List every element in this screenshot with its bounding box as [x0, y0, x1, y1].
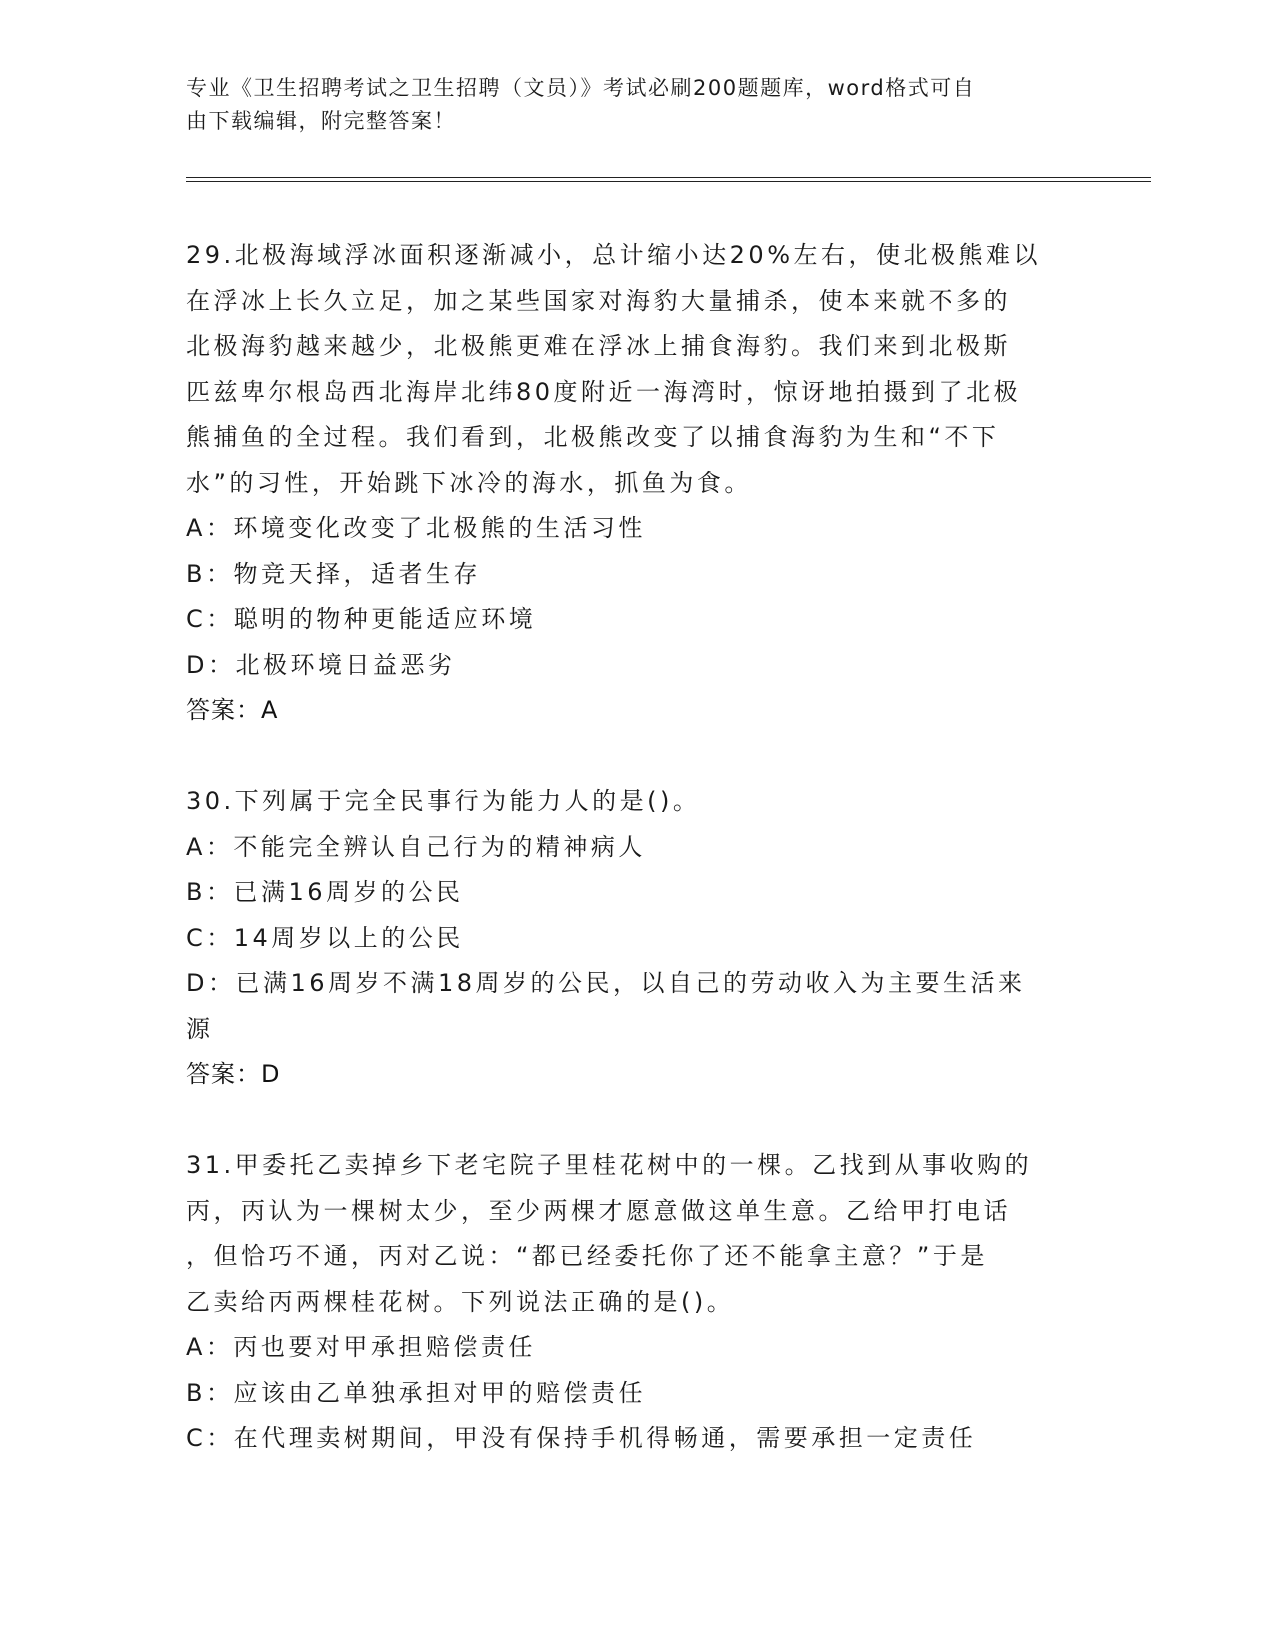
question-stem-line: ，但恰巧不通，丙对乙说：“都已经委托你了还不能拿主意？”于是 [186, 1242, 988, 1270]
question-stem-line: 丙，丙认为一棵树太少，至少两棵才愿意做这单生意。乙给甲打电话 [186, 1196, 1011, 1225]
answer-label: 答案：D [186, 1060, 281, 1088]
question-stem-line: 30.下列属于完全民事行为能力人的是()。 [186, 787, 701, 815]
header-divider-top [186, 177, 1151, 178]
question-stem-line: 水”的习性，开始跳下冰冷的海水，抓鱼为食。 [186, 468, 752, 497]
option-b: B：物竞天择，适者生存 [186, 559, 481, 588]
question-stem-line: 北极海豹越来越少，北极熊更难在浮冰上捕食海豹。我们来到北极斯 [186, 332, 1011, 360]
answer-label: 答案：A [186, 696, 279, 724]
option-a: A：不能完全辨认自己行为的精神病人 [186, 832, 646, 861]
question-stem-line: 在浮冰上长久立足，加之某些国家对海豹大量捕杀，使本来就不多的 [186, 286, 1011, 315]
question-29 [186, 233, 1076, 734]
question-30 [186, 779, 1076, 1098]
document-header [186, 72, 1066, 138]
option-a: A：丙也要对甲承担赔偿责任 [186, 1333, 536, 1361]
option-a: A：环境变化改变了北极熊的生活习性 [186, 514, 646, 542]
question-stem-line: 29.北极海域浮冰面积逐渐减小，总计缩小达20%左右，使北极熊难以 [186, 241, 1042, 269]
question-stem-line: 匹兹卑尔根岛西北海岸北纬80度附近一海湾时，惊讶地拍摄到了北极 [186, 377, 1022, 406]
question-list [186, 233, 1076, 1462]
option-b: B：应该由乙单独承担对甲的赔偿责任 [186, 1378, 646, 1407]
option-c: C：14周岁以上的公民 [186, 923, 464, 952]
option-d: D：已满16周岁不满18周岁的公民，以自己的劳动收入为主要生活来 [186, 969, 1026, 997]
option-b: B：已满16周岁的公民 [186, 878, 464, 906]
option-d-continued: 源 [186, 1014, 214, 1043]
option-c: C：在代理卖树期间，甲没有保持手机得畅通，需要承担一定责任 [186, 1424, 977, 1452]
question-stem-line: 31.甲委托乙卖掉乡下老宅院子里桂花树中的一棵。乙找到从事收购的 [186, 1151, 1033, 1179]
header-divider-bottom [186, 181, 1151, 182]
option-c: C：聪明的物种更能适应环境 [186, 605, 537, 633]
header-line: 由下载编辑，附完整答案！ [186, 109, 456, 133]
header-line: 专业《卫生招聘考试之卫生招聘（文员）》考试必刷200题题库，word格式可自 [186, 76, 976, 100]
question-stem-line: 熊捕鱼的全过程。我们看到，北极熊改变了以捕食海豹为生和“不下 [186, 423, 1000, 451]
option-d: D：北极环境日益恶劣 [186, 650, 456, 679]
question-31 [186, 1143, 1076, 1462]
question-stem-line: 乙卖给丙两棵桂花树。下列说法正确的是()。 [186, 1287, 735, 1316]
